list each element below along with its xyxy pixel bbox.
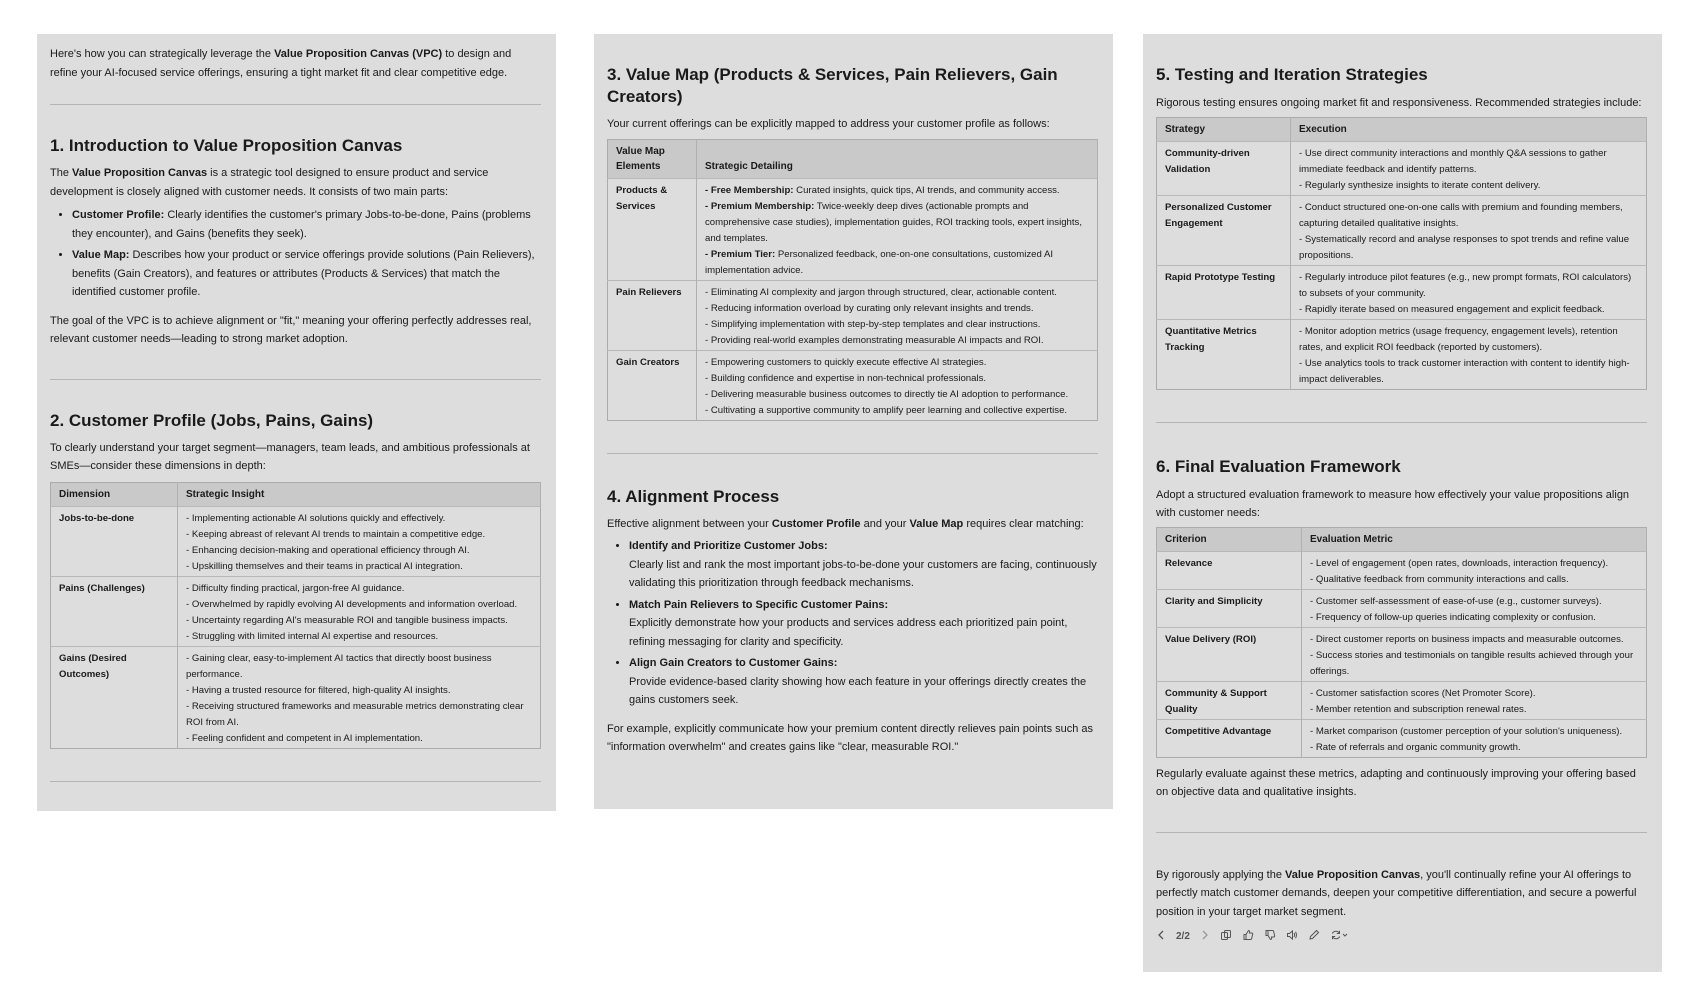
detail-line: - Difficulty finding practical, jargon-free AI guidance.: [186, 582, 405, 594]
row-label: Gains (Desired Outcomes): [51, 646, 178, 748]
divider: [50, 104, 541, 105]
row-label: Personalized Customer Engagement: [1157, 195, 1291, 265]
speaker-icon[interactable]: [1286, 929, 1298, 944]
table-header: Strategic Insight: [178, 482, 541, 506]
table-row: [1157, 719, 1647, 757]
table-header: Strategy: [1157, 117, 1291, 141]
divider: [50, 781, 541, 782]
detail-line: - Having a trusted resource for filtered, high-quality AI insights.: [186, 684, 451, 696]
table-row: [1157, 141, 1647, 195]
detail-line: - Monitor adoption metrics (usage frequency, engagement levels), retention rates, and explicit ROI feedback (reported by customers).: [1299, 325, 1618, 353]
paragraph: Effective alignment between your Customer Profile and your Value Map requires clear matching:: [607, 517, 1084, 530]
detail-line: - Uncertainty regarding AI's measurable ROI and tangible business impacts.: [186, 614, 508, 626]
section-heading-6: 6. Final Evaluation Framework: [1156, 456, 1401, 476]
table-row: [608, 350, 1098, 420]
row-detail: [178, 576, 541, 646]
list-item: [629, 654, 1098, 710]
list-item-text: Clearly identifies the customer's primary Jobs-to-be-done, Pains (problems they encounter), and Gains (benefits they seek).: [72, 209, 531, 240]
detail-line: - Customer satisfaction scores (Net Promoter Score).: [1310, 687, 1536, 699]
detail-line: - Enhancing decision-making and operational efficiency through AI.: [186, 544, 470, 556]
row-detail: [1302, 589, 1647, 627]
divider: [1156, 422, 1647, 423]
table-row: [51, 646, 541, 748]
row-label: Value Delivery (ROI): [1157, 627, 1302, 681]
table-header: Criterion: [1157, 527, 1302, 551]
detail-line: - Success stories and testimonials on tangible results achieved through your offerings.: [1310, 649, 1634, 677]
divider: [607, 453, 1098, 454]
value-map-table: [607, 139, 1098, 421]
detail-line: - Struggling with limited internal AI expertise and resources.: [186, 630, 439, 642]
table-row: [1157, 681, 1647, 719]
paragraph: To clearly understand your target segment—managers, team leads, and ambitious professionals at SMEs—consider these dimensions in depth:: [50, 441, 530, 472]
table-row: [51, 506, 541, 576]
paragraph: Rigorous testing ensures ongoing market fit and responsiveness. Recommended strategies include:: [1156, 97, 1642, 109]
list-item-text: Provide evidence-based clarity showing how each feature in your offerings directly creates the gains customers seek.: [629, 675, 1087, 706]
response-panel-middle: [594, 34, 1113, 809]
row-label: Community & Support Quality: [1157, 681, 1302, 719]
customer-profile-table: [50, 482, 541, 749]
list-item-text: Explicitly demonstrate how your products and services address each prioritized pain point, refining messaging for clarity and specificity.: [629, 617, 1068, 648]
section-heading-1: 1. Introduction to Value Proposition Canvas: [50, 136, 403, 155]
detail-line: - Premium Membership: Twice-weekly deep dives (actionable prompts and comprehensive case studies), implementation guides, ROI tracking tools, expert insights, and templates.: [705, 200, 1082, 244]
detail-line: - Implementing actionable AI solutions quickly and effectively.: [186, 512, 446, 524]
detail-line: - Cultivating a supportive community to amplify peer learning and collective expertise.: [705, 404, 1068, 416]
copy-icon[interactable]: [1220, 929, 1232, 944]
row-detail: [1291, 265, 1647, 319]
row-label: Products & Services: [608, 178, 697, 280]
list-item-title: Align Gain Creators to Customer Gains:: [629, 657, 838, 669]
detail-line: - Upskilling themselves and their teams in practical AI integration.: [186, 560, 463, 572]
detail-line: - Regularly synthesize insights to iterate content delivery.: [1299, 179, 1541, 191]
table-row: [1157, 319, 1647, 389]
detail-line: - Free Membership: Curated insights, quick tips, AI trends, and community access.: [705, 184, 1060, 196]
detail-line: - Direct customer reports on business impacts and measurable outcomes.: [1310, 633, 1624, 645]
detail-line: - Delivering measurable business outcomes to directly tie AI adoption to performance.: [705, 388, 1069, 400]
detail-line: - Customer self-assessment of ease-of-use (e.g., customer surveys).: [1310, 595, 1602, 607]
table-row: [1157, 195, 1647, 265]
edit-icon[interactable]: [1308, 929, 1320, 944]
row-detail: [1291, 141, 1647, 195]
row-label: Rapid Prototype Testing: [1157, 265, 1291, 319]
detail-line: - Market comparison (customer perception of your solution's uniqueness).: [1310, 725, 1623, 737]
response-panel-left: [37, 34, 556, 811]
table-header: Execution: [1291, 117, 1647, 141]
detail-line: - Building confidence and expertise in non-technical professionals.: [705, 372, 987, 384]
table-row: [1157, 627, 1647, 681]
row-detail: [697, 178, 1098, 280]
list-item-text: Describes how your product or service offerings provide solutions (Pain Relievers), benefits (Gain Creators), and features or attributes (Products & Services) that match the identified customer profile.: [72, 249, 535, 298]
message-actions-toolbar: [1156, 929, 1647, 944]
list-item-text: Clearly list and rank the most important jobs-to-be-done your customers are facing, continuously validating this prioritization through feedback mechanisms.: [629, 558, 1097, 589]
bullet-list: [607, 537, 1098, 710]
detail-line: - Qualitative feedback from community interactions and calls.: [1310, 573, 1569, 585]
detail-line: - Conduct structured one-on-one calls with premium and founding members, capturing detailed qualitative insights.: [1299, 201, 1623, 229]
table-row: [608, 178, 1098, 280]
response-panel-right: [1143, 34, 1662, 972]
row-label: Pain Relievers: [608, 280, 697, 350]
section-heading-2: 2. Customer Profile (Jobs, Pains, Gains): [50, 410, 374, 430]
row-detail: [1291, 319, 1647, 389]
page-counter: 2/2: [1176, 931, 1190, 942]
row-label: Jobs-to-be-done: [51, 506, 178, 576]
list-item-title: Identify and Prioritize Customer Jobs:: [629, 540, 828, 552]
table-header: Value Map Elements: [608, 139, 697, 178]
thumbs-up-icon[interactable]: [1242, 929, 1254, 944]
row-label: Competitive Advantage: [1157, 719, 1302, 757]
row-detail: [1302, 627, 1647, 681]
detail-line: - Receiving structured frameworks and measurable metrics demonstrating clear ROI from AI.: [186, 700, 524, 728]
paragraph: The Value Proposition Canvas is a strategic tool designed to ensure product and service development is closely aligned with customer needs. It consists of two main parts:: [50, 167, 489, 198]
detail-line: - Systematically record and analyse responses to spot trends and refine value propositions.: [1299, 233, 1630, 261]
list-item-title: Value Map:: [72, 249, 130, 261]
table-row: [1157, 551, 1647, 589]
paragraph: Your current offerings can be explicitly mapped to address your customer profile as follows:: [607, 118, 1050, 130]
table-row: [1157, 589, 1647, 627]
row-label: Pains (Challenges): [51, 576, 178, 646]
table-row: [51, 576, 541, 646]
chevron-right-icon[interactable]: [1200, 929, 1210, 944]
detail-line: - Eliminating AI complexity and jargon through structured, clear, actionable content.: [705, 286, 1057, 298]
chevron-left-icon[interactable]: [1156, 929, 1166, 944]
list-item: [72, 206, 541, 243]
section-heading-5: 5. Testing and Iteration Strategies: [1156, 65, 1428, 84]
row-label: Clarity and Simplicity: [1157, 589, 1302, 627]
detail-line: - Empowering customers to quickly execute effective AI strategies.: [705, 356, 987, 368]
detail-line: - Overwhelmed by rapidly evolving AI developments and information overload.: [186, 598, 518, 610]
row-detail: [1302, 719, 1647, 757]
table-row: [1157, 265, 1647, 319]
list-item: [629, 537, 1098, 593]
section-heading-3: 3. Value Map (Products & Services, Pain Relievers, Gain Creators): [607, 65, 1058, 106]
detail-line: - Use analytics tools to track customer interaction with content to identify high-impact deliverables.: [1299, 357, 1630, 385]
detail-line: - Reducing information overload by curating only relevant insights and trends.: [705, 302, 1034, 314]
detail-line: - Rapidly iterate based on measured engagement and explicit feedback.: [1299, 303, 1605, 315]
detail-line: - Simplifying implementation with step-by-step templates and clear instructions.: [705, 318, 1041, 330]
bullet-list: [50, 206, 541, 302]
detail-line: - Member retention and subscription renewal rates.: [1310, 703, 1527, 715]
paragraph: For example, explicitly communicate how your premium content directly relieves pain points such as "information overwhelm" and creates gains like "clear, measurable ROI.": [607, 722, 1094, 753]
row-label: Relevance: [1157, 551, 1302, 589]
divider: [1156, 832, 1647, 833]
paragraph: The goal of the VPC is to achieve alignment or "fit," meaning your offering perfectly addresses real, relevant customer needs—leading to strong market adoption.: [50, 314, 532, 345]
testing-strategies-table: [1156, 117, 1647, 390]
table-header: Strategic Detailing: [697, 139, 1098, 178]
paragraph: Adopt a structured evaluation framework to measure how effectively your value propositions align with customer needs:: [1156, 488, 1630, 519]
list-item: [72, 246, 541, 302]
table-header: Dimension: [51, 482, 178, 506]
evaluation-framework-table: [1156, 527, 1647, 758]
row-label: Gain Creators: [608, 350, 697, 420]
thumbs-down-icon[interactable]: [1264, 929, 1276, 944]
row-detail: [697, 280, 1098, 350]
detail-line: - Gaining clear, easy-to-implement AI tactics that directly boost business performance.: [186, 652, 492, 680]
row-detail: [1302, 551, 1647, 589]
divider: [50, 379, 541, 380]
list-item-title: Customer Profile:: [72, 209, 165, 221]
row-detail: [178, 646, 541, 748]
row-detail: [1291, 195, 1647, 265]
detail-line: - Keeping abreast of relevant AI trends to maintain a competitive edge.: [186, 528, 486, 540]
detail-line: - Level of engagement (open rates, downloads, interaction frequency).: [1310, 557, 1609, 569]
detail-line: - Use direct community interactions and monthly Q&A sessions to gather immediate feedback and identify patterns.: [1299, 147, 1607, 175]
section-heading-4: 4. Alignment Process: [607, 486, 780, 506]
detail-line: - Premium Tier: Personalized feedback, one-on-one consultations, customized AI implementation advice.: [705, 248, 1054, 276]
detail-line: - Frequency of follow-up queries indicating complexity or confusion.: [1310, 611, 1596, 623]
table-header: Evaluation Metric: [1302, 527, 1647, 551]
detail-line: - Providing real-world examples demonstrating measurable AI impacts and ROI.: [705, 334, 1044, 346]
list-item-title: Match Pain Relievers to Specific Customer Pains:: [629, 598, 889, 611]
paragraph: Regularly evaluate against these metrics, adapting and continuously improving your offering based on objective data and qualitative insights.: [1156, 767, 1636, 798]
detail-line: - Rate of referrals and organic community growth.: [1310, 741, 1521, 753]
intro-paragraph: Here's how you can strategically leverage the Value Proposition Canvas (VPC) to design and refine your AI-focused service offerings, ensuring a tight market fit and clear competitive edge.: [50, 48, 512, 79]
detail-line: - Feeling confident and competent in AI implementation.: [186, 732, 423, 744]
row-detail: [178, 506, 541, 576]
row-label: Quantitative Metrics Tracking: [1157, 319, 1291, 389]
table-row: [608, 280, 1098, 350]
closing-paragraph: By rigorously applying the Value Proposition Canvas, you'll continually refine your AI offerings to perfectly match customer demands, deepen your competitive differentiation, and secure a powerful position in your target market segment.: [1156, 868, 1637, 918]
detail-line: - Regularly introduce pilot features (e.g., new prompt formats, ROI calculators) to subsets of your community.: [1299, 271, 1632, 299]
row-detail: [1302, 681, 1647, 719]
row-detail: [697, 350, 1098, 420]
list-item: [629, 596, 1098, 652]
regenerate-icon[interactable]: [1330, 929, 1350, 944]
row-label: Community-driven Validation: [1157, 141, 1291, 195]
